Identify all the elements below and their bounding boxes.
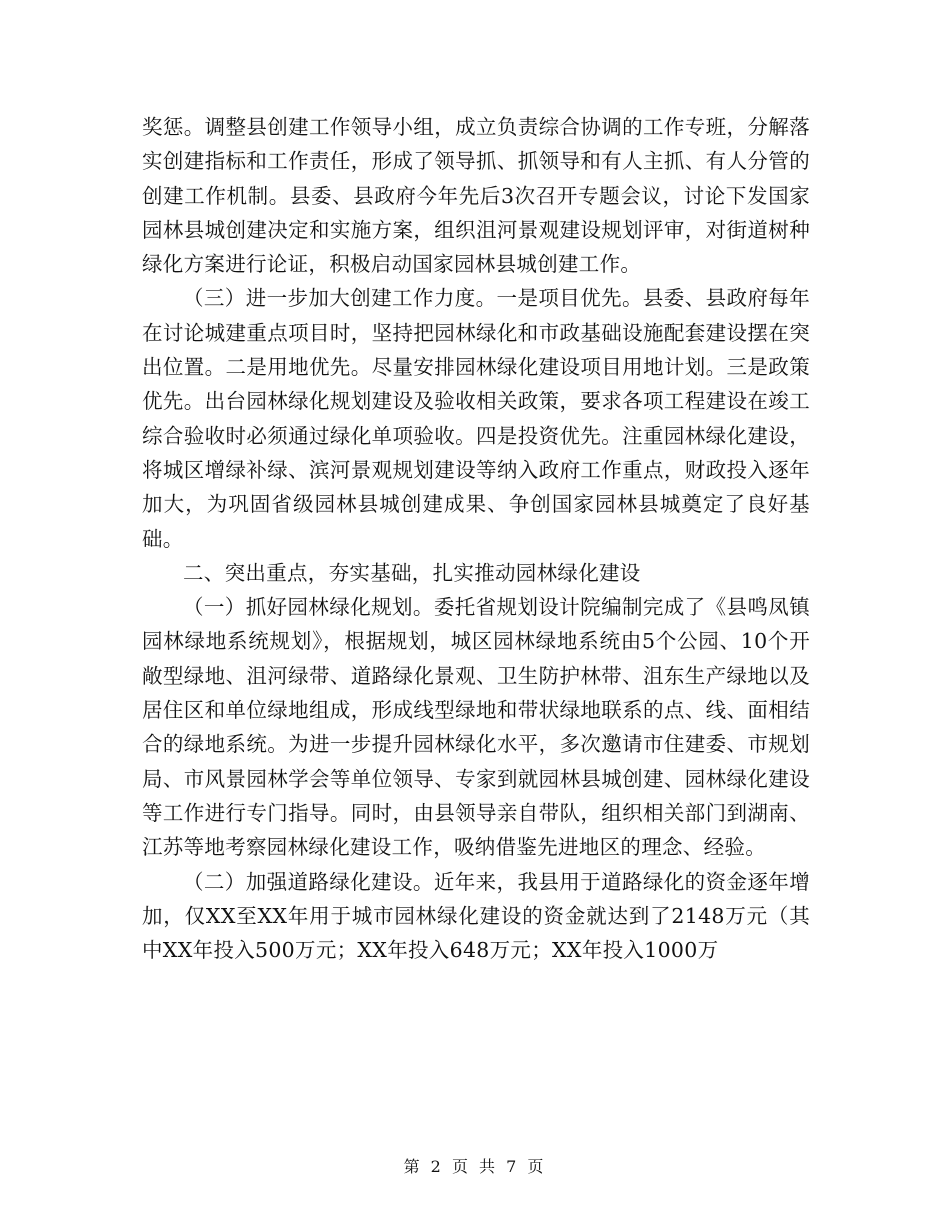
paragraph-1: 奖惩。调整县创建工作领导小组，成立负责综合协调的工作专班，分解落实创建指标和工作责任，形成了领导抓、抓领导和有人主抓、有人分管的创建工作机制。县委、县政府今年先后3次召开专题会议，讨论下发国家园林县城创建决定和实施方案，组织沮河景观建设规划评审，对街道树种绿化方案进行论证，积极启动国家园林县城创建工作。 <box>142 115 810 277</box>
paragraph-4: （二）加强道路绿化建设。近年来，我县用于道路绿化的资金逐年增加，仅XX至XX年用于城市园林绿化建设的资金就达到了2148万元（其中XX年投入500万元；XX年投入648万元；XX年投入1000万 <box>142 869 810 963</box>
paragraph-3: （一）抓好园林绿化规划。委托省规划设计院编制完成了《县鸣凤镇园林绿地系统规划》，根据规划，城区园林绿地系统由5个公园、10个开敞型绿地、沮河绿带、道路绿化景观、卫生防护林带、沮东生产绿地以及居住区和单位绿地组成，形成线型绿地和带状绿地联系的点、线、面相结合的绿地系统。为进一步提升园林绿化水平，多次邀请市住建委、市规划局、市风景园林学会等单位领导、专家到就园林县城创建、园林绿化建设等工作进行专门指导。同时，由县领导亲自带队，组织相关部门到湖南、江苏等地考察园林绿化建设工作，吸纳借鉴先进地区的理念、经验。 <box>142 595 810 860</box>
document-body <box>142 110 810 967</box>
section-heading: 二、突出重点，夯实基础，扎实推动园林绿化建设 <box>183 560 641 585</box>
page-footer: 第 2 页 共 7 页 <box>403 1157 547 1176</box>
paragraph-2: （三）进一步加大创建工作力度。一是项目优先。县委、县政府每年在讨论城建重点项目时，坚持把园林绿化和市政基础设施配套建设摆在突出位置。二是用地优先。尽量安排园林绿化建设项目用地计划。三是政策优先。出台园林绿化规划建设及验收相关政策，要求各项工程建设在竣工综合验收时必须通过绿化单项验收。四是投资优先。注重园林绿化建设，将城区增绿补绿、滨河景观规划建设等纳入政府工作重点，财政投入逐年加大，为巩固省级园林县城创建成果、争创国家园林县城奠定了良好基础。 <box>142 286 810 551</box>
